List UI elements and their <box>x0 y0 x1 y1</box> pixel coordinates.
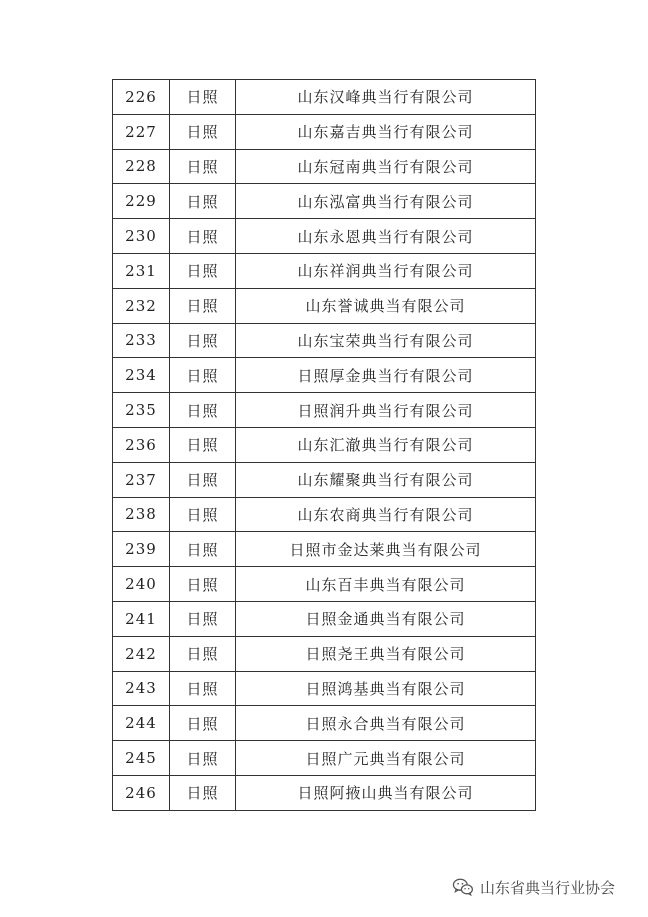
row-number: 243 <box>113 671 170 706</box>
table-row <box>113 636 536 671</box>
row-number: 237 <box>113 462 170 497</box>
row-company-name: 日照润升典当行有限公司 <box>236 393 536 428</box>
row-number: 246 <box>113 775 170 810</box>
row-company-name: 日照厚金典当行有限公司 <box>236 358 536 393</box>
table-row <box>113 601 536 636</box>
row-number: 232 <box>113 288 170 323</box>
row-number: 229 <box>113 184 170 219</box>
row-company-name: 日照金通典当有限公司 <box>236 601 536 636</box>
row-number: 244 <box>113 706 170 741</box>
row-number: 233 <box>113 323 170 358</box>
row-number: 230 <box>113 219 170 254</box>
row-company-name: 山东誉诚典当有限公司 <box>236 288 536 323</box>
table-row <box>113 671 536 706</box>
row-number: 238 <box>113 497 170 532</box>
row-city: 日照 <box>170 288 236 323</box>
row-number: 228 <box>113 149 170 184</box>
watermark-text: 山东省典当行业协会 <box>480 878 616 897</box>
row-city: 日照 <box>170 671 236 706</box>
table-row <box>113 393 536 428</box>
row-company-name: 山东嘉吉典当行有限公司 <box>236 114 536 149</box>
row-number: 226 <box>113 80 170 115</box>
table-row <box>113 149 536 184</box>
row-company-name: 日照广元典当有限公司 <box>236 741 536 776</box>
table-row <box>113 427 536 462</box>
row-city: 日照 <box>170 80 236 115</box>
row-company-name: 山东泓富典当行有限公司 <box>236 184 536 219</box>
row-company-name: 山东永恩典当行有限公司 <box>236 219 536 254</box>
table-row <box>113 253 536 288</box>
table-row <box>113 358 536 393</box>
table-row <box>113 462 536 497</box>
row-number: 234 <box>113 358 170 393</box>
table-row <box>113 567 536 602</box>
row-city: 日照 <box>170 741 236 776</box>
row-number: 236 <box>113 427 170 462</box>
table-row <box>113 184 536 219</box>
table-row <box>113 497 536 532</box>
table-row <box>113 288 536 323</box>
row-company-name: 山东耀聚典当行有限公司 <box>236 462 536 497</box>
row-company-name: 山东农商典当行有限公司 <box>236 497 536 532</box>
row-city: 日照 <box>170 427 236 462</box>
row-city: 日照 <box>170 601 236 636</box>
row-city: 日照 <box>170 636 236 671</box>
row-city: 日照 <box>170 393 236 428</box>
row-city: 日照 <box>170 497 236 532</box>
row-city: 日照 <box>170 323 236 358</box>
row-company-name: 山东祥润典当行有限公司 <box>236 253 536 288</box>
row-company-name: 山东冠南典当行有限公司 <box>236 149 536 184</box>
table-row <box>113 532 536 567</box>
row-company-name: 日照鸿基典当有限公司 <box>236 671 536 706</box>
table-row <box>113 219 536 254</box>
row-company-name: 日照阿掖山典当有限公司 <box>236 775 536 810</box>
table-row <box>113 741 536 776</box>
table-row <box>113 323 536 358</box>
row-city: 日照 <box>170 149 236 184</box>
row-number: 239 <box>113 532 170 567</box>
row-number: 227 <box>113 114 170 149</box>
row-city: 日照 <box>170 567 236 602</box>
table-row <box>113 114 536 149</box>
row-city: 日照 <box>170 775 236 810</box>
row-number: 242 <box>113 636 170 671</box>
table-row <box>113 80 536 115</box>
table-body <box>113 80 536 811</box>
row-number: 235 <box>113 393 170 428</box>
row-city: 日照 <box>170 219 236 254</box>
row-company-name: 日照尧王典当有限公司 <box>236 636 536 671</box>
row-city: 日照 <box>170 532 236 567</box>
table-row <box>113 775 536 810</box>
row-number: 231 <box>113 253 170 288</box>
row-number: 241 <box>113 601 170 636</box>
row-company-name: 日照永合典当有限公司 <box>236 706 536 741</box>
row-number: 240 <box>113 567 170 602</box>
row-city: 日照 <box>170 253 236 288</box>
row-city: 日照 <box>170 706 236 741</box>
row-company-name: 山东百丰典当有限公司 <box>236 567 536 602</box>
row-company-name: 山东汇澈典当行有限公司 <box>236 427 536 462</box>
wechat-icon <box>452 877 474 897</box>
row-company-name: 山东宝荣典当行有限公司 <box>236 323 536 358</box>
row-number: 245 <box>113 741 170 776</box>
pawnshop-table <box>112 79 536 811</box>
row-city: 日照 <box>170 114 236 149</box>
row-company-name: 山东汉峰典当行有限公司 <box>236 80 536 115</box>
table-row <box>113 706 536 741</box>
row-city: 日照 <box>170 358 236 393</box>
row-city: 日照 <box>170 184 236 219</box>
row-city: 日照 <box>170 462 236 497</box>
row-company-name: 日照市金达莱典当有限公司 <box>236 532 536 567</box>
wechat-watermark <box>452 876 615 898</box>
